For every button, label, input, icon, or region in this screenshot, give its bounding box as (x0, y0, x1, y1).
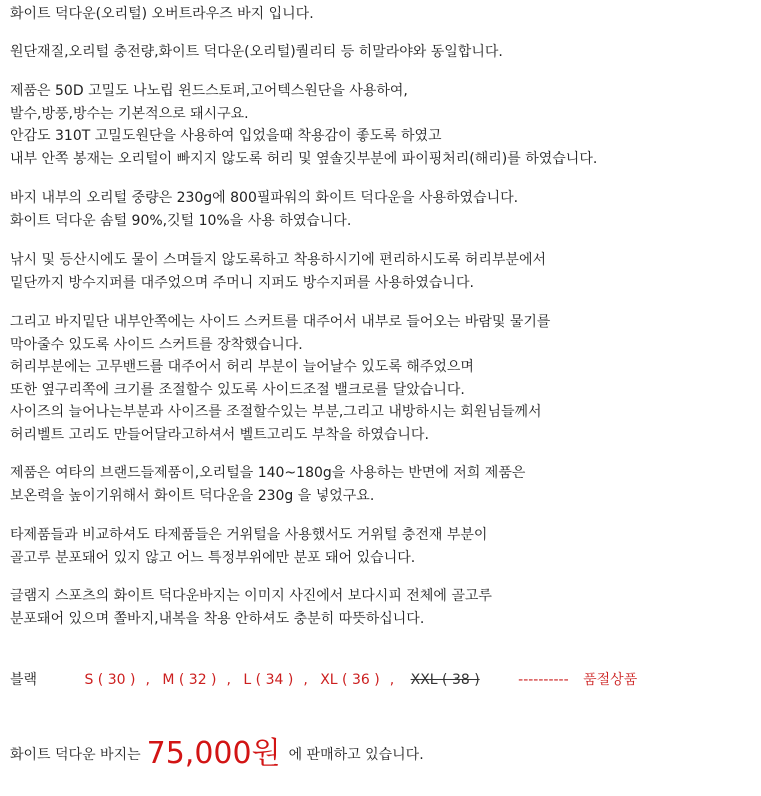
comparison-paragraph (10, 462, 525, 507)
dash-divider: ---------- (518, 672, 569, 688)
text-line: 타제품들과 비교하셔도 타제품들은 거위털을 사용했서도 거위털 충전재 부분이 (10, 527, 488, 543)
fabric-paragraph (10, 80, 597, 170)
text-line: 바지 내부의 오리털 중량은 230g에 800필파워의 화이트 덕다운을 사용하였습니다. (10, 190, 519, 206)
size-separator: , (226, 672, 231, 688)
price-prefix: 화이트 덕다운 바지는 (10, 747, 141, 763)
distribution-paragraph (10, 585, 492, 630)
size-separator: , (389, 672, 395, 688)
text-line: 내부 안쪽 봉재는 오리털이 빠지지 않도록 허리 및 옆솔깃부분에 파이핑처리(해리)를 하였습니다. (10, 150, 598, 167)
text-line: 밑단까지 방수지퍼를 대주었으며 주머니 지퍼도 방수지퍼를 사용하였습니다. (10, 274, 474, 291)
size-availability (10, 670, 637, 690)
text-line: 화이트 덕다운 솜털 90%,깃털 10%을 사용 하였습니다. (10, 212, 352, 229)
size-option: XL ( 36 ) (320, 672, 380, 688)
intro-paragraph (10, 3, 314, 26)
text-line: 골고루 분포돼어 있지 않고 어느 특정부위에만 분포 돼어 있습니다. (10, 549, 416, 566)
down-paragraph (10, 187, 518, 232)
size-separator: , (145, 672, 150, 688)
text-line: 제품은 여타의 브랜드들제품이,오리털을 140~180g을 사용하는 반면에 저희 제품은 (10, 465, 526, 481)
size-separator: , (303, 672, 308, 688)
text-line: 발수,방풍,방수는 기본적으로 돼시구요. (10, 105, 249, 122)
text-line: 허리벨트 고리도 만들어달라고하셔서 벨트고리도 부착을 하였습니다. (10, 426, 429, 443)
text-line: 제품은 50D 고밀도 나노립 윈드스토퍼,고어텍스원단을 사용하여, (10, 83, 408, 99)
text-line: 안감도 310T 고밀도원단을 사용하여 입었을때 착용감이 좋도록 하였고 (10, 128, 442, 144)
skirt-paragraph (10, 311, 550, 446)
text-line: 낚시 및 등산시에도 물이 스며들지 않도록하고 착용하시기에 편리하시도록 허리부분에서 (10, 252, 546, 268)
size-option: L ( 34 ) (243, 672, 294, 688)
size-option: S ( 30 ) (84, 672, 136, 688)
zipper-paragraph (10, 249, 546, 294)
text-line: 보온력을 높이기위해서 화이트 덕다운을 230g 을 넣었구요. (10, 487, 375, 504)
text-line: 글램지 스포츠의 화이트 덕다운바지는 이미지 사진에서 보다시피 전체에 골고루 (10, 588, 492, 604)
material-line: 원단재질,오리털 충전량,화이트 덕다운(오리털)퀄리티 등 히말라야와 동일합니다. (10, 44, 503, 60)
text-line: 막아줄수 있도록 사이드 스커트를 장착했습니다. (10, 336, 303, 353)
size-option: M ( 32 ) (162, 672, 217, 688)
material-paragraph (10, 41, 503, 64)
text-line: 또한 옆구리쪽에 크기를 조절할수 있도록 사이드조절 밸크로를 달았습니다. (10, 381, 465, 398)
price-amount: 75,000원 (146, 736, 281, 771)
price-suffix: 에 판매하고 있습니다. (288, 747, 424, 763)
soldout-label: 품절상품 (583, 672, 638, 688)
text-line: 허리부분에는 고무밴드를 대주어서 허리 부분이 늘어날수 있도록 해주었으며 (10, 359, 474, 375)
color-label: 블랙 (10, 672, 38, 688)
intro-title: 화이트 덕다운(오리털) 오버트라우즈 바지 입니다. (10, 6, 314, 22)
text-line: 분포돼어 있으며 쫄바지,내복을 착용 안하셔도 충분히 따뜻하십니다. (10, 610, 425, 627)
competitor-paragraph (10, 524, 487, 569)
text-line: 사이즈의 늘어나는부분과 사이즈를 조절할수있는 부분,그리고 내방하시는 회원님들께서 (10, 404, 542, 420)
text-line: 그리고 바지밑단 내부안쪽에는 사이드 스커트를 대주어서 내부로 들어오는 바람및 물기를 (10, 314, 551, 330)
price-line (10, 728, 424, 772)
soldout-size-option: XXL ( 38 ) (410, 672, 480, 688)
